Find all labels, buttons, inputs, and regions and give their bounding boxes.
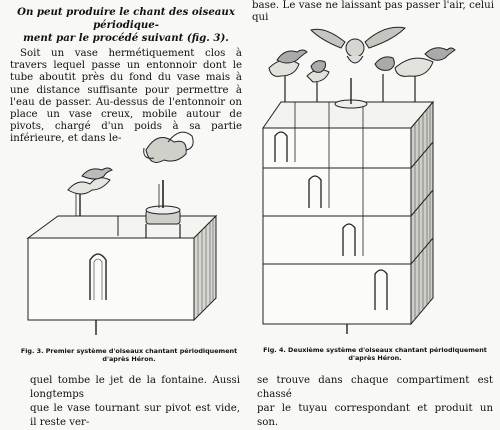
right-bottom-line-1: se trouve dans chaque compartiment est chassé	[257, 375, 493, 400]
figure-3	[18, 120, 240, 342]
heading-line-1: On peut produire le chant des oiseaux périodique-	[17, 6, 235, 31]
figure-4-caption: Fig. 4. Deuxième système d'oiseaux chantant périodiquement d'après Héron.	[263, 346, 487, 362]
figure-4	[255, 18, 493, 336]
heading-line-2: ment par le procédé suivant (fig. 3).	[23, 32, 229, 44]
left-bottom-text	[30, 374, 240, 430]
left-bottom-line-2: que le vase tournant sur pivot est vide, il reste ver-	[30, 403, 240, 428]
right-bottom-line-2: par le tuyau correspondant et produit un son.	[257, 403, 493, 428]
figure-3-illustration	[18, 120, 240, 342]
section-heading	[10, 6, 242, 45]
left-bottom-line-1: quel tombe le jet de la fontaine. Aussi longtemps	[30, 375, 240, 400]
figure-4-illustration	[255, 18, 493, 336]
figure-3-caption: Fig. 3. Premier système d'oiseaux chantant périodiquement d'après Héron.	[20, 347, 238, 363]
right-top-text: base. Le vase ne laissant pas passer l'air, celui qui	[252, 0, 494, 24]
right-bottom-text	[257, 374, 493, 430]
body-paragraph: Soit un vase hermétiquement clos à travers lequel passe un entonnoir dont le tube aboutit près du fond du vase mais à une distance suffisante pour permettre à l'eau de passer. Au-dessus de l'entonnoir on place un vase creux, mobile autour de pivots, chargé d'un poids à sa partie inférieure, et dans le-	[10, 48, 242, 145]
